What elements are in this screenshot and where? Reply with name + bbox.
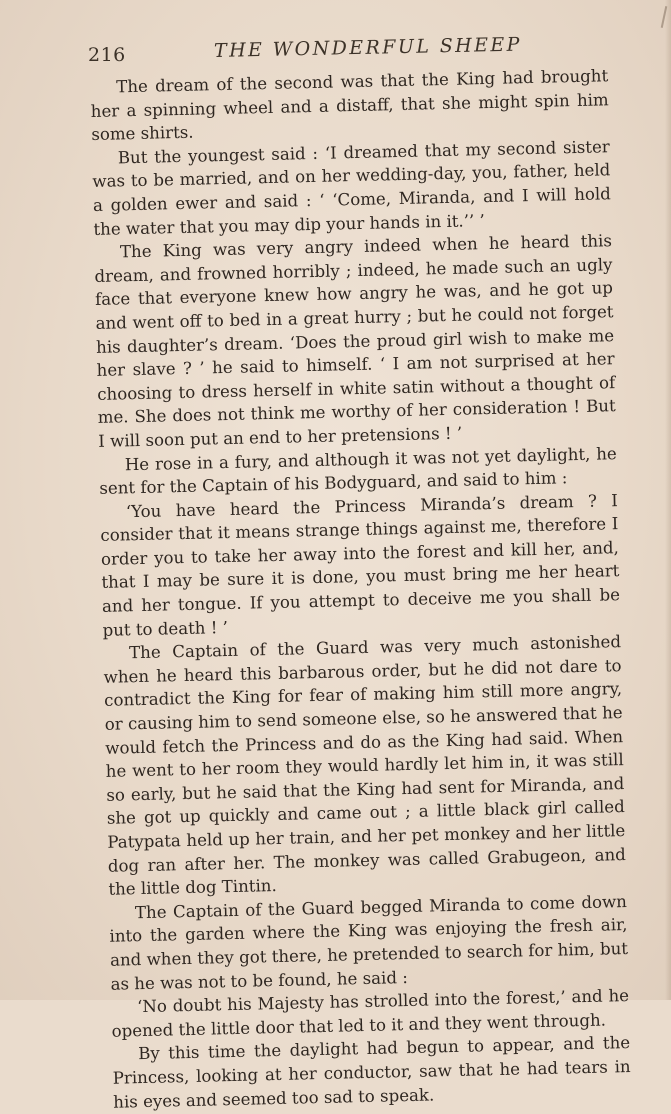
page-edge-shadow: [665, 0, 671, 1000]
paragraph: The King was very angry indeed when he heard this dream, and frowned horribly ; indeed, he made such an ugly face that everyone knew how angry he was, and he got up and went off to bed in a great hurry ; but he could not forget his daughter’s dream. ‘Does the proud girl wish to make me her slave ? ’ he said to himself. ‘ I am not surprised at her choosing to dress herself in white satin without a thought of me. She does not think me worthy of her consideration ! But I will soon put an end to her pretensions ! ’: [94, 231, 616, 451]
paragraph: By this time the daylight had begun to appear, and the Princess, looking at her conductor, saw that he had tears in his eyes and seemed too sad to speak.: [112, 1033, 631, 1112]
paragraph: But the youngest said : ‘I dreamed that my second sister was to be married, and on her wedding-day, you, father, held a golden ewer and said : ‘ ‘Come, Miranda, and I will hold the water that you may dip your hands in it.’’ ’: [92, 137, 612, 239]
paragraph: The Captain of the Guard begged Miranda to come down into the garden where the King was enjoying the fresh air, and when they got there, he pretended to search for him, but as he was not to be found, he said :: [109, 891, 629, 994]
running-title: THE WONDERFUL SHEEP: [213, 33, 523, 62]
paragraph: The dream of the second was that the King had brought her a spinning wheel and a distaff, that she might spin him some shirts.: [90, 66, 609, 145]
paragraph: He rose in a fury, and although it was not yet daylight, he sent for the Captain of his Bodyguard, and said to him :: [99, 443, 617, 498]
paragraph: ‘You have heard the Princess Miranda’s dream ? I consider that it means strange things against me, therefore I order you to take her away into the forest and kill her, and, that I may be sure it is done, you must bring me her heart and her tongue. If you attempt to deceive me you shall be put to death ! ’: [100, 490, 621, 640]
page-number: 216: [88, 44, 126, 66]
paragraph: ‘No doubt his Majesty has strolled into the forest,’ and he opened the little door that led to it and they went through.: [111, 986, 630, 1041]
body-text: [90, 64, 631, 1114]
paragraph: The Captain of the Guard was very much astonished when he heard this barbarous order, but he did not dare to contradict the King for fear of making him still more angry, or causing him to send someone else, so he answered that he would fetch the Princess and do as the King had said. When he went to her room they would hardly let him in, it was still so early, but he said that the King had sent for Miranda, and she got up quickly and came out ; a little black girl called Patypata held up her train, and her pet monkey and her little dog ran after her. The monkey was called Grabugeon, and the little dog Tintin.: [103, 632, 627, 899]
